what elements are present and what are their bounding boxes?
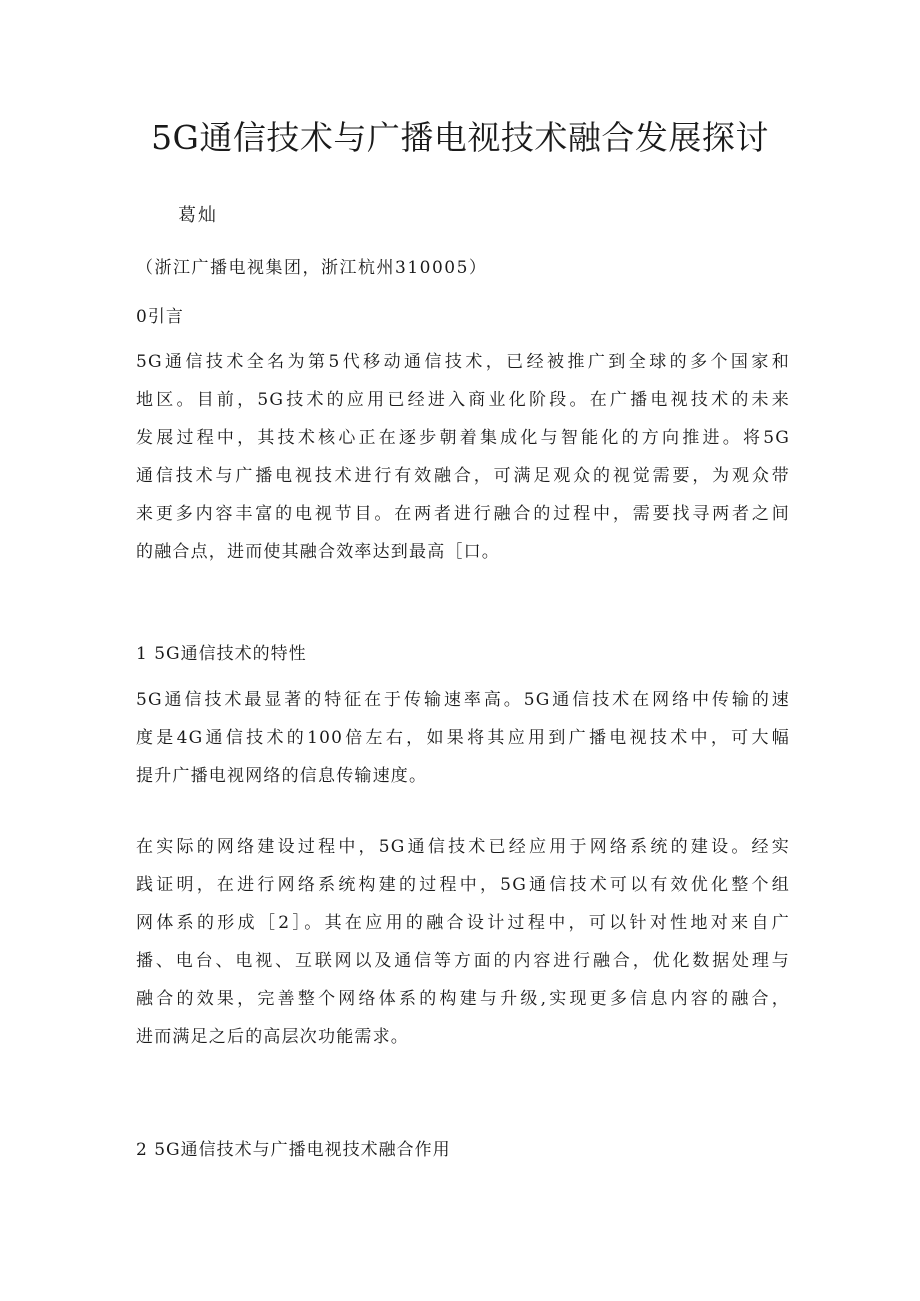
section-heading-1: 1 5G通信技术的特性: [136, 644, 307, 664]
document-title: 5G通信技术与广播电视技术融合发展探讨: [151, 118, 769, 157]
text-line: 融合的效果，完善整个网络体系的构建与升级,实现更多信息内容的融合，: [136, 989, 790, 1009]
text-line: 5G通信技术最显著的特征在于传输速率高。5G通信技术在网络中传输的速: [136, 690, 790, 710]
text-line: 来更多内容丰富的电视节目。在两者进行融合的过程中，需要找寻两者之间: [136, 504, 790, 524]
section-heading-intro: 0引言: [136, 307, 184, 327]
author-affiliation: （浙江广播电视集团，浙江杭州310005）: [136, 258, 488, 278]
text-line: 的融合点，进而使其融合效率达到最高［口。: [136, 542, 500, 562]
text-line: 5G通信技术全名为第5代移动通信技术，已经被推广到全球的多个国家和: [136, 352, 790, 372]
text-line: 在实际的网络建设过程中，5G通信技术已经应用于网络系统的建设。经实: [136, 837, 790, 857]
text-line: 播、电台、电视、互联网以及通信等方面的内容进行融合，优化数据处理与: [136, 951, 790, 971]
paragraph-s1-p1: [136, 681, 790, 795]
paragraph-intro: [136, 343, 790, 571]
text-line: 通信技术与广播电视技术进行有效融合，可满足观众的视觉需要，为观众带: [136, 466, 790, 486]
text-line: 网体系的形成［2］。其在应用的融合设计过程中，可以针对性地对来自广: [136, 913, 790, 933]
text-line: 进而满足之后的高层次功能需求。: [136, 1027, 409, 1047]
paragraph-s1-p2: [136, 828, 790, 1056]
text-line: 践证明，在进行网络系统构建的过程中，5G通信技术可以有效优化整个组: [136, 875, 790, 895]
author-name: 葛灿: [178, 205, 218, 226]
text-line: 发展过程中，其技术核心正在逐步朝着集成化与智能化的方向推进。将5G: [136, 428, 790, 448]
text-line: 度是4G通信技术的100倍左右，如果将其应用到广播电视技术中，可大幅: [136, 728, 790, 748]
section-heading-2: 2 5G通信技术与广播电视技术融合作用: [136, 1140, 451, 1160]
text-line: 地区。目前，5G技术的应用已经进入商业化阶段。在广播电视技术的未来: [136, 390, 790, 410]
text-line: 提升广播电视网络的信息传输速度。: [136, 766, 428, 786]
